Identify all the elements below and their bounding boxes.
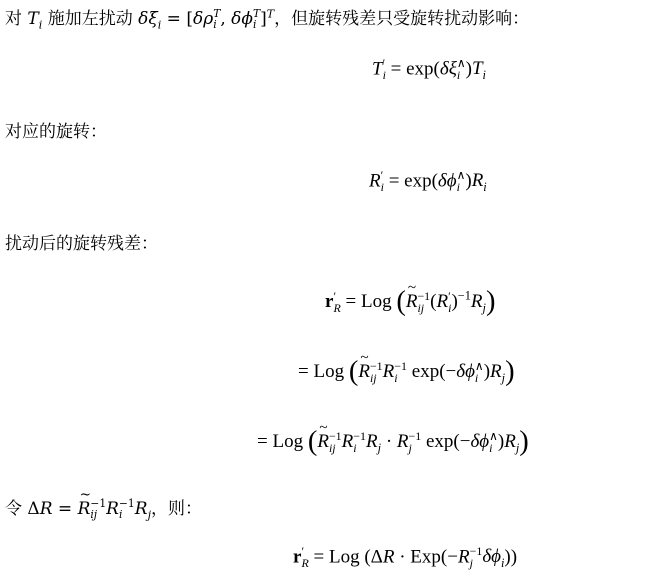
equation-body: T ′ i = exp(δξ ∧ i )$T_i$ [372, 56, 486, 83]
text-mid: 施加左扰动 [47, 9, 133, 29]
text-prefix: 令 [5, 499, 22, 519]
paragraph-rotation [5, 117, 655, 142]
equation-body: r ′ R = Log (~ R −1 ij (R ′ i )$^{-1}R_j$) [325, 286, 495, 318]
math-Ti: $T_i$ [27, 9, 43, 32]
text: 扰动后的旋转残差： [5, 234, 158, 254]
text-suffix: ，则： [151, 499, 202, 519]
equation-body: R ′ i = exp(δϕ ∧ i )$R_i$ [369, 168, 487, 195]
text-prefix: 对 [5, 9, 22, 29]
paragraph-left-perturbation [5, 4, 655, 30]
text-suffix: ，但旋转残差只受旋转扰动影响： [274, 9, 530, 29]
text: 对应的旋转： [5, 122, 107, 142]
math-delta-xi-def: $\delta\xi_i = [\delta\rho$ T i , δϕ T i ]$^T$ [138, 6, 275, 32]
paragraph-perturbed-residual [5, 229, 655, 254]
paragraph-let-delta-R [5, 494, 655, 520]
equation-body: = Log (~ R −1 ij R −1 i $R_j \cdot R$ −1 j exp(−δϕ ∧ i )$R_j$) [257, 426, 529, 458]
math-delta-R-def: ΔR = ~ R −1 ij R −1 i $R_j$ [27, 499, 151, 519]
equation-body: r ′ R = Log (ΔR · Exp(−R −1 j $\delta\phi_i$)) [293, 544, 518, 571]
equation-body: = Log (~ R −1 ij R −1 i exp(−δϕ ∧ i )$R_j$) [298, 356, 515, 388]
